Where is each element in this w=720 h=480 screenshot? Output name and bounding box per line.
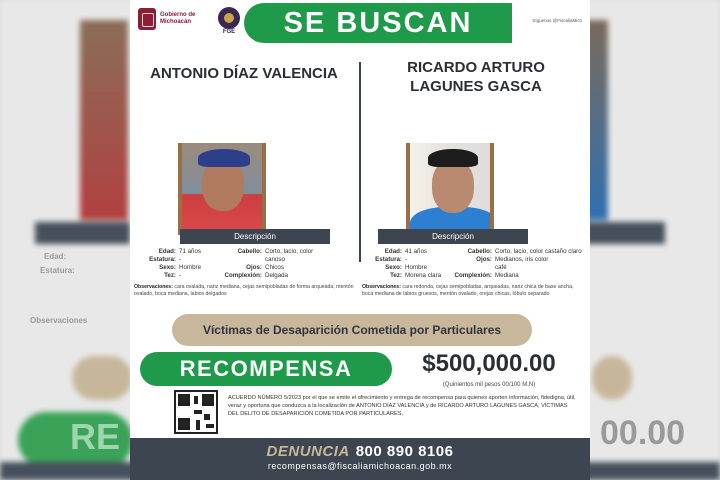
- label-tez: Tez:: [164, 272, 176, 279]
- person-2-cabello-row: [452, 248, 586, 256]
- person-2-tez: Morena clara: [405, 272, 442, 279]
- person-1-sexo-row: [134, 264, 222, 272]
- qr-module: [196, 420, 200, 430]
- person-1-col-b: [222, 248, 356, 280]
- person-2-cabello: Corto, lacio, color castaño claro: [495, 248, 582, 255]
- person-2-heading: [366, 58, 586, 96]
- recompensa-amount-words: (Quinientos mil pesos 00/100 M.N): [442, 382, 536, 388]
- person-2-observaciones-label: Observaciones:: [362, 284, 401, 290]
- background-big-left: RE: [70, 416, 121, 457]
- person-1-photo: [178, 143, 266, 235]
- person-1-description-bar: Descripción: [180, 229, 330, 244]
- vertical-divider: [359, 62, 361, 262]
- denuncia-line: [130, 443, 590, 460]
- person-2-complexion: Mediana: [495, 272, 519, 279]
- denuncia-label: DENUNCIA: [266, 443, 350, 460]
- person-1-name: ANTONIO DÍAZ VALENCIA: [150, 65, 338, 82]
- wanted-poster: [130, 0, 590, 480]
- label-sexo: Sexo:: [385, 264, 402, 271]
- person-1-details: [134, 248, 356, 297]
- person-2-cap-icon: [428, 149, 478, 167]
- label-ojos: Ojos:: [246, 264, 262, 271]
- person-1-columns: [134, 248, 356, 280]
- person-1-edad: 71 años: [179, 248, 202, 255]
- person-1-observaciones: [134, 284, 356, 297]
- label-estatura: Estatura:: [375, 256, 402, 263]
- person-2-complexion-row: [452, 272, 586, 280]
- poster-header: [130, 0, 590, 46]
- person-2-sexo-row: [362, 264, 452, 272]
- qr-finder-2: [202, 394, 214, 406]
- poster-title: SE BUSCAN: [244, 3, 512, 43]
- person-2-col-a: [362, 248, 452, 280]
- recompensa-label: RECOMPENSA: [140, 352, 392, 386]
- qr-module: [206, 424, 214, 428]
- qr-finder-3: [178, 418, 190, 430]
- person-1-col-a: [134, 248, 222, 280]
- fge-label: FGE: [222, 29, 236, 35]
- person-1-cap-icon: [198, 149, 250, 167]
- person-2-sexo: Hombre: [405, 264, 428, 271]
- fge-logo: [214, 7, 244, 41]
- denuncia-email[interactable]: recompensas@fiscaliamichoacan.gob.mx: [267, 461, 453, 471]
- background-text-observaciones: Observaciones: [30, 316, 88, 325]
- person-2-estatura-row: [362, 256, 452, 264]
- person-2-estatura: -: [405, 256, 408, 263]
- background-photo-left: [80, 20, 128, 220]
- person-2-ojos: Medianos, iris color café: [495, 256, 549, 271]
- background-big-right: 00.00: [600, 414, 686, 452]
- person-2-columns: [362, 248, 586, 280]
- qr-finder-1: [178, 394, 190, 406]
- background-pill-left: [72, 356, 132, 400]
- denuncia-phone[interactable]: 800 890 8106: [355, 443, 454, 460]
- person-1-cabello: Corto, lacio, color canoso: [265, 248, 314, 263]
- recompensa-amount: $500,000.00: [422, 350, 556, 377]
- social-handle: Síguenos @FiscaliaMich: [532, 18, 582, 23]
- label-cabello: Cabello:: [237, 248, 262, 255]
- person-2-face: [432, 159, 474, 213]
- person-1-complexion-row: [222, 272, 356, 280]
- label-edad: Edad:: [384, 248, 402, 255]
- gobierno-name-text: Gobierno de Michoacán: [160, 12, 196, 25]
- person-2-name: RICARDO ARTURO LAGUNES GASCA: [407, 59, 545, 95]
- poster-footer: [130, 438, 590, 480]
- person-1-edad-row: [134, 248, 222, 256]
- person-2-edad: 41 años: [405, 248, 428, 255]
- qr-module: [194, 410, 202, 414]
- person-2-description-bar: Descripción: [378, 229, 528, 244]
- background-text-edad: Edad:: [44, 252, 67, 261]
- label-tez: Tez:: [390, 272, 402, 279]
- person-2-edad-row: [362, 248, 452, 256]
- person-2-observaciones-text: cara redonda, cejas semipobladas, arqueadas, nariz chica de base ancha, boca mediana de labios gruesos, mentón ovalado, orejas chicas, lóbulo separado: [362, 284, 574, 297]
- person-1-complexion: Delgada: [265, 272, 289, 279]
- fge-seal-icon: [218, 7, 240, 29]
- person-1-tez: -: [179, 272, 182, 279]
- background-text-estatura: Estatura:: [40, 266, 75, 275]
- person-1-observaciones-label: Observaciones:: [134, 284, 173, 290]
- label-complexion: Complexión:: [454, 272, 492, 279]
- acuerdo-text: ACUERDO NÚMERO 5/2023 por el que se emite el ofrecimiento y entrega de recompensa para quienes aporten información, fidedigna, útil, veraz y oportuna que conduzca a la localización de ANTONIO DÍAZ VALENCIA y de RICARDO ARTURO LAGUNES GASCA, VÍCTIMAS DEL DELITO DE DESAPARICIÓN COMETIDA POR PARTICULARES.: [228, 395, 576, 418]
- qr-code-icon[interactable]: [174, 390, 218, 434]
- person-1-cabello-row: [222, 248, 356, 264]
- person-2-col-b: [452, 248, 586, 280]
- persons-section: [130, 46, 590, 234]
- label-complexion: Complexión:: [224, 272, 262, 279]
- label-cabello: Cabello:: [467, 248, 492, 255]
- qr-module: [204, 414, 210, 420]
- person-2-details: [362, 248, 586, 297]
- person-1-ojos-row: [222, 264, 356, 272]
- person-1-estatura-row: [134, 256, 222, 264]
- victimas-banner: Víctimas de Desaparición Cometida por Particulares: [172, 314, 532, 346]
- person-1-tez-row: [134, 272, 222, 280]
- background-bar-right: [585, 222, 665, 244]
- gobierno-name: [160, 12, 212, 26]
- background-bar-left: [35, 222, 130, 244]
- gobierno-logo: [138, 8, 212, 30]
- label-sexo: Sexo:: [159, 264, 176, 271]
- michoacan-seal-icon: [138, 8, 156, 30]
- label-estatura: Estatura:: [149, 256, 176, 263]
- person-1-ojos: Chicos: [265, 264, 284, 271]
- person-2-tez-row: [362, 272, 452, 280]
- person-1-heading: [134, 58, 354, 83]
- person-1-observaciones-text: cara ovalada, nariz mediana, cejas semipobladas de forma arqueada, mentón ovalado, boca mediana, labios delgados: [134, 284, 354, 297]
- background-pill-right: [592, 356, 632, 400]
- person-2-ojos-row: [452, 256, 586, 272]
- person-1-estatura: -: [179, 256, 182, 263]
- label-ojos: Ojos:: [476, 256, 492, 263]
- label-edad: Edad:: [158, 248, 176, 255]
- person-1-sexo: Hombre: [179, 264, 202, 271]
- person-2-photo: [406, 143, 494, 235]
- qr-module: [194, 396, 198, 404]
- person-2-observaciones: [362, 284, 586, 297]
